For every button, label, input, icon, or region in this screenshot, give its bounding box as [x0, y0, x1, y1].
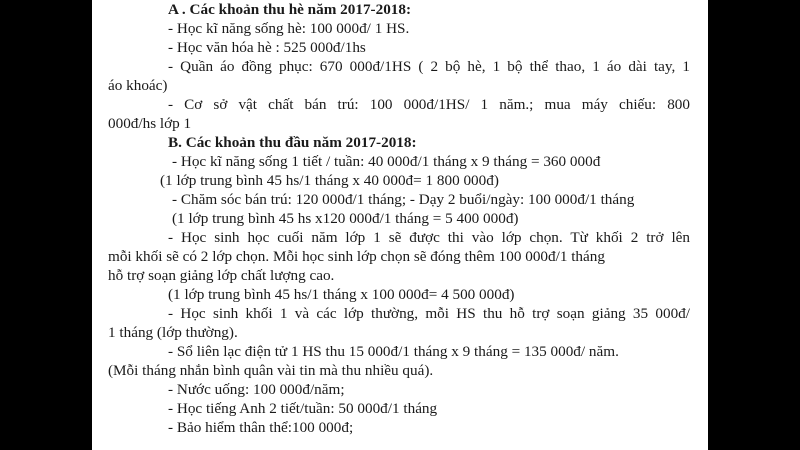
text-line: 1 tháng (lớp thường).: [108, 324, 238, 341]
text-line: (Mỗi tháng nhắn bình quân vài tin mà thu nhiều quá).: [108, 362, 434, 379]
text-line: - Học kĩ năng sống hè: 100 000đ/ 1 HS.: [168, 20, 410, 37]
text-line: - Cơ sở vật chất bán trú: 100 000đ/1HS/ 1 năm.; mua máy chiếu: 800: [168, 96, 690, 113]
text-line: - Chăm sóc bán trú: 120 000đ/1 tháng; - Dạy 2 buổi/ngày: 100 000đ/1 tháng: [172, 191, 635, 208]
document-page: [92, 0, 708, 450]
text-line: - Học sinh học cuối năm lớp 1 sẽ được thi vào lớp chọn. Từ khối 2 trở lên: [168, 229, 690, 246]
text-line-wrap: [168, 58, 690, 76]
text-line: - Bảo hiểm thân thể:100 000đ;: [168, 419, 354, 436]
text-line-wrap: [168, 305, 690, 323]
section-b-heading: B. Các khoản thu đầu năm 2017-2018:: [168, 134, 417, 151]
text-line: hỗ trợ soạn giảng lớp chất lượng cao.: [108, 267, 335, 284]
text-line: mỗi khối sẽ có 2 lớp chọn. Mỗi học sinh lớp chọn sẽ đóng thêm 100 000đ/1 tháng: [108, 248, 605, 265]
text-line: (1 lớp trung bình 45 hs x120 000đ/1 tháng = 5 400 000đ): [172, 210, 519, 227]
text-line: (1 lớp trung bình 45 hs/1 tháng x 100 000đ= 4 500 000đ): [168, 286, 515, 303]
text-line: - Học kĩ năng sống 1 tiết / tuần: 40 000đ/1 tháng x 9 tháng = 360 000đ: [172, 153, 601, 170]
section-a-heading: A . Các khoản thu hè năm 2017-2018:: [168, 1, 412, 18]
text-line: áo khoác): [108, 77, 168, 94]
text-line: - Nước uống: 100 000đ/năm;: [168, 381, 345, 398]
text-line: - Học sinh khối 1 và các lớp thường, mỗi HS thu hỗ trợ soạn giảng 35 000đ/: [168, 305, 690, 322]
text-line: - Sổ liên lạc điện tử 1 HS thu 15 000đ/1 tháng x 9 tháng = 135 000đ/ năm.: [168, 343, 619, 360]
text-line: - Học văn hóa hè : 525 000đ/1hs: [168, 39, 366, 56]
text-line-wrap: [168, 96, 690, 114]
text-line: (1 lớp trung bình 45 hs/1 tháng x 40 000đ= 1 800 000đ): [160, 172, 499, 189]
text-line: 000đ/hs lớp 1: [108, 115, 192, 132]
text-line-wrap: [168, 229, 690, 247]
text-line: - Học tiếng Anh 2 tiết/tuần: 50 000đ/1 tháng: [168, 400, 438, 417]
text-line: - Quần áo đồng phục: 670 000đ/1HS ( 2 bộ hè, 1 bộ thể thao, 1 áo dài tay, 1: [168, 58, 690, 75]
